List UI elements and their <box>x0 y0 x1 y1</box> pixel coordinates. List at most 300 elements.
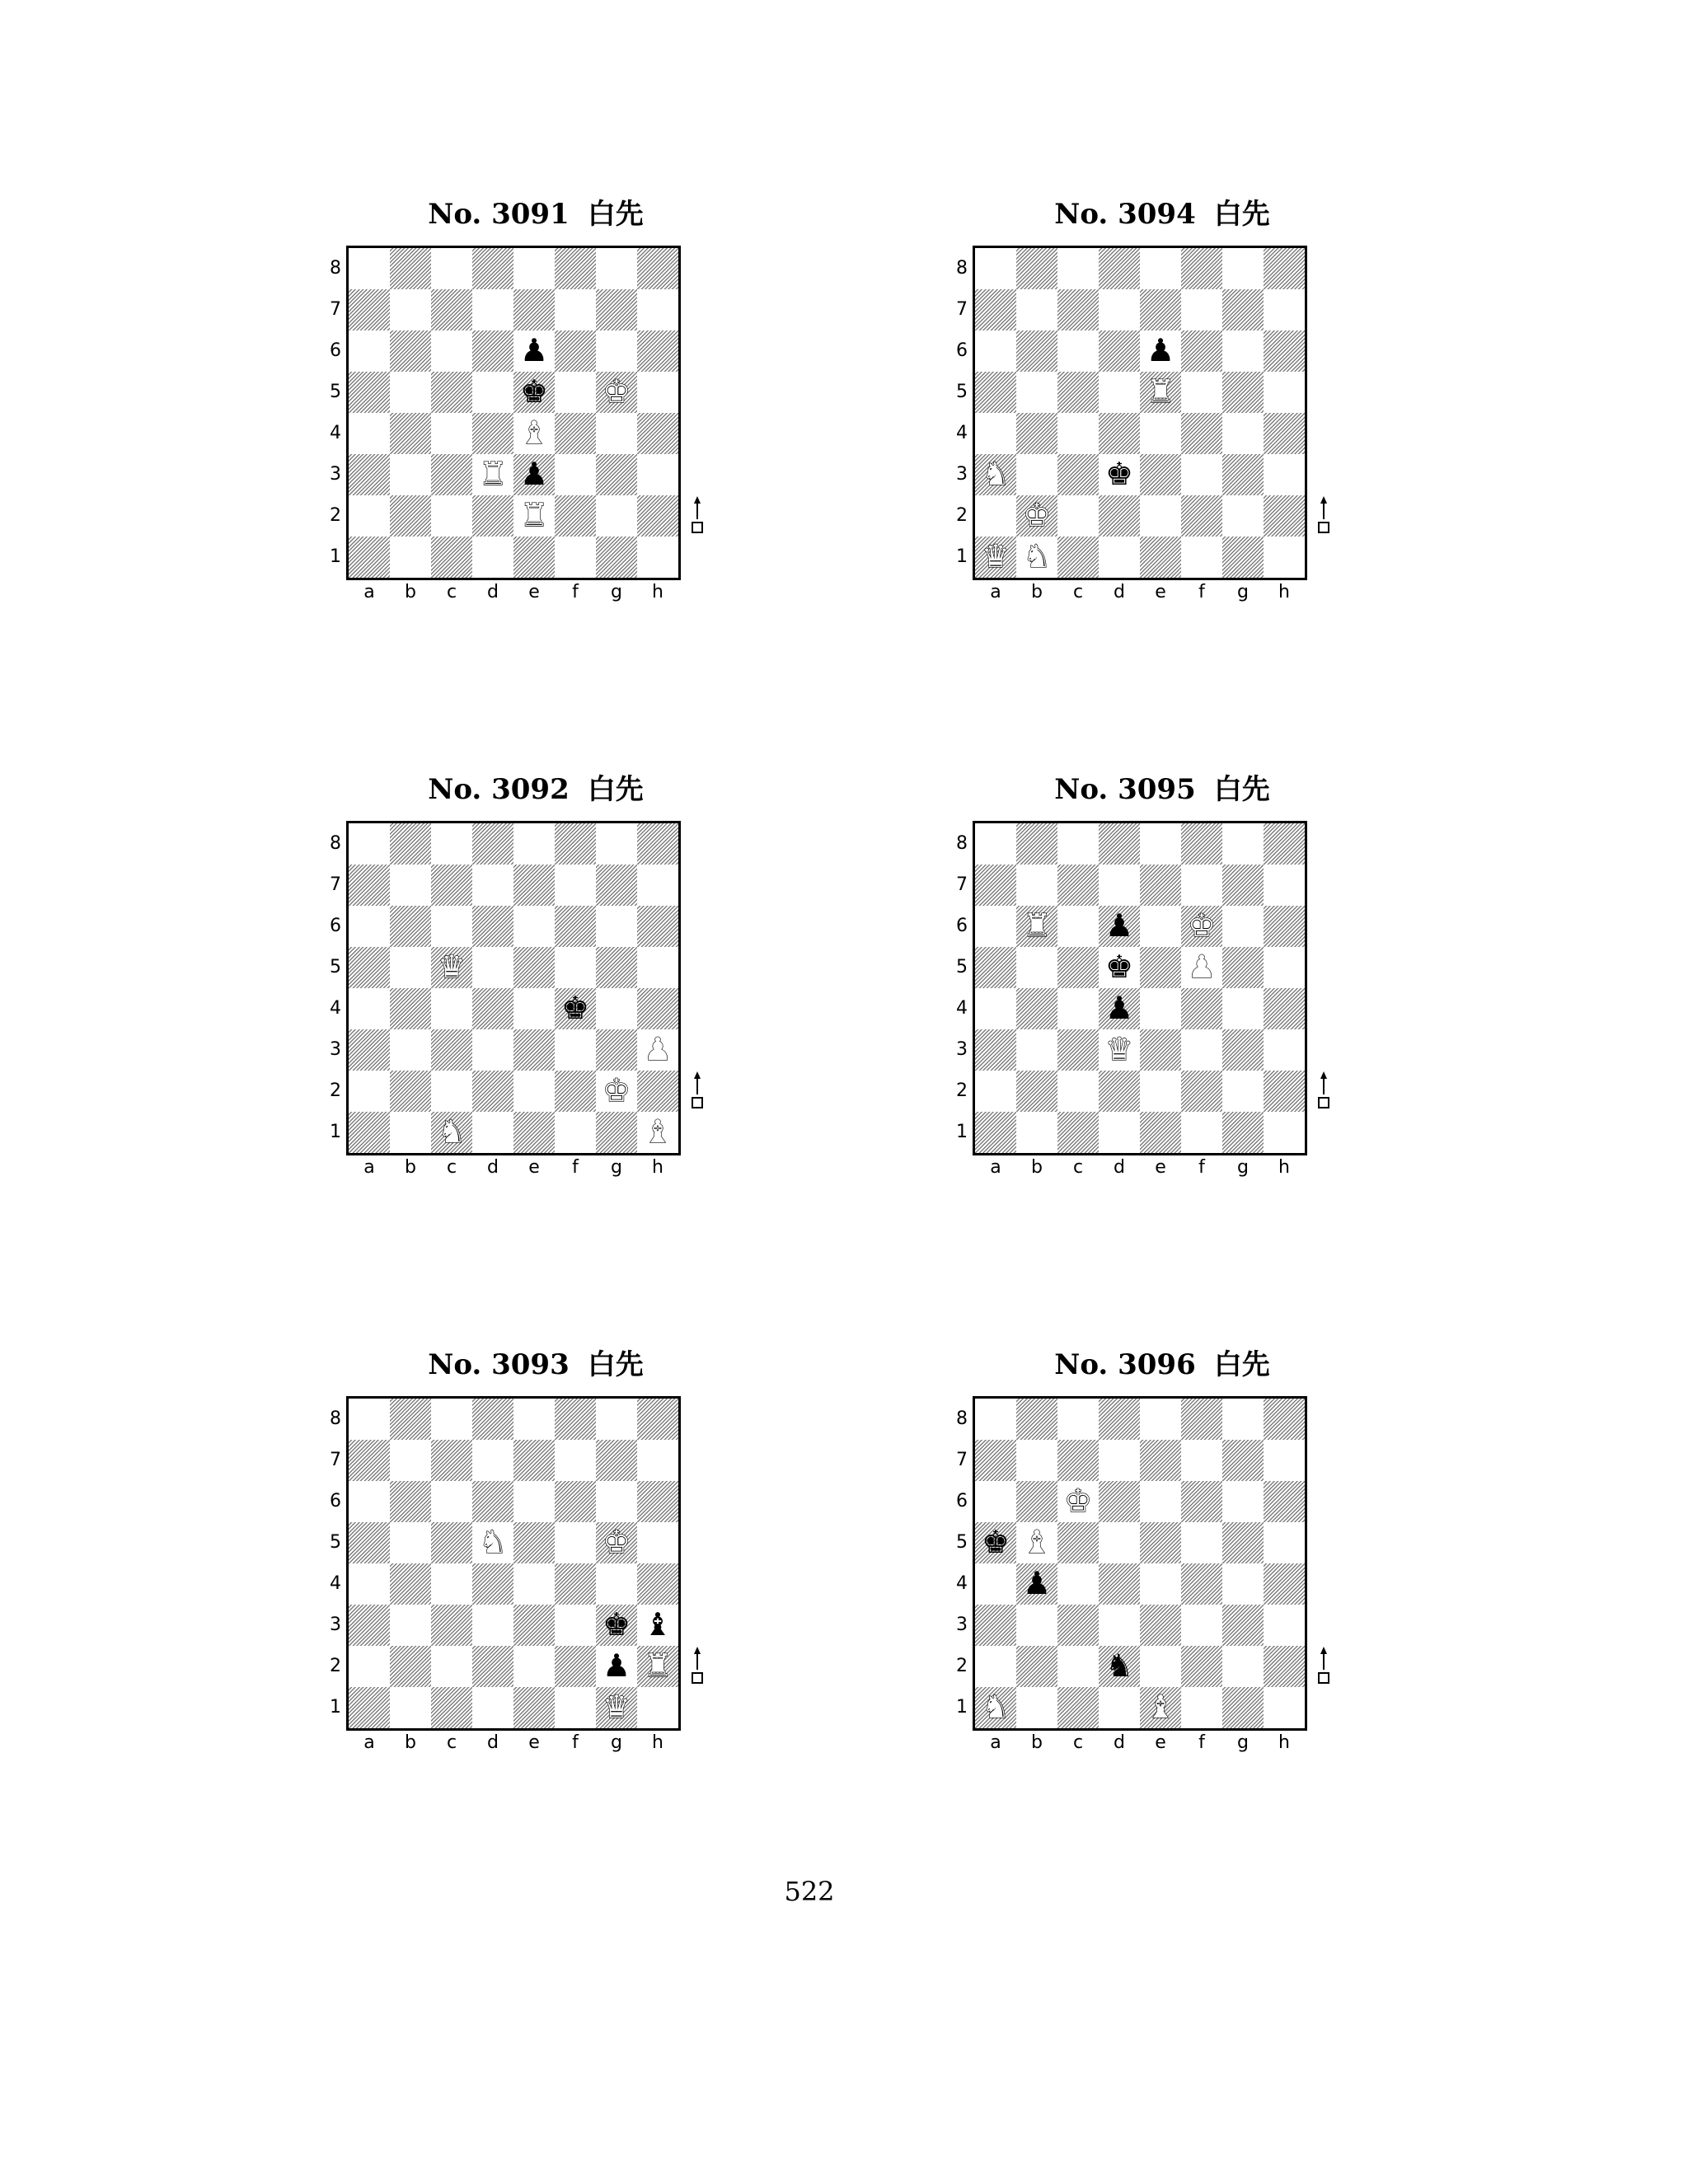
square-e7 <box>513 1440 555 1481</box>
rank-label: 7 <box>330 874 341 895</box>
square-b1 <box>390 1687 431 1728</box>
puzzle-title <box>931 1348 1393 1381</box>
chess-board <box>973 246 1307 580</box>
file-label: c <box>1072 1732 1084 1753</box>
black-king-icon: ♚ <box>519 373 549 410</box>
square-f3 <box>555 1605 596 1646</box>
side-to-move-label: 白先 <box>1213 773 1270 806</box>
file-label: a <box>363 1732 375 1753</box>
square-c2 <box>431 1071 472 1112</box>
rank-label: 1 <box>330 1122 341 1142</box>
square-e1 <box>1140 1112 1181 1153</box>
file-label: g <box>1237 1732 1249 1753</box>
square-g8 <box>596 248 637 289</box>
rank-label: 4 <box>956 423 968 443</box>
file-label: d <box>487 1732 499 1753</box>
square-b2 <box>390 495 431 537</box>
square-d2 <box>472 1646 513 1687</box>
square-b8 <box>390 248 431 289</box>
rank-label: 1 <box>956 1697 968 1718</box>
square-g7 <box>596 1440 637 1481</box>
square-a5 <box>349 947 390 988</box>
square-a5 <box>975 947 1016 988</box>
square-c2 <box>1057 1071 1099 1112</box>
square-b3 <box>390 454 431 495</box>
file-label: h <box>652 582 663 602</box>
square-f4 <box>555 413 596 454</box>
square-f7 <box>1181 1440 1222 1481</box>
square-b6 <box>390 1481 431 1522</box>
square-a8 <box>975 1399 1016 1440</box>
square-c3 <box>431 1029 472 1071</box>
rank-label: 1 <box>330 1697 341 1718</box>
square-g1 <box>596 1112 637 1153</box>
square-h7 <box>637 1440 678 1481</box>
square-a4 <box>349 1563 390 1605</box>
square-e4 <box>513 988 555 1029</box>
square-f7 <box>1181 289 1222 330</box>
square-d1 <box>472 537 513 578</box>
square-h5 <box>637 1522 678 1563</box>
rank-label: 7 <box>956 874 968 895</box>
square-h5 <box>1264 1522 1305 1563</box>
square-e6 <box>1140 1481 1181 1522</box>
white-queen-icon: ♛ <box>981 538 1010 574</box>
square-d4 <box>472 988 513 1029</box>
rank-label: 4 <box>330 423 341 443</box>
square-e8 <box>1140 1399 1181 1440</box>
square-h6 <box>1264 330 1305 372</box>
rank-label: 1 <box>956 1122 968 1142</box>
square-d5 <box>472 372 513 413</box>
side-to-move-label: 白先 <box>1213 1348 1270 1381</box>
square-e8 <box>513 1399 555 1440</box>
square-f3 <box>1181 1029 1222 1071</box>
square-d5 <box>1099 372 1140 413</box>
square-g1 <box>1222 1687 1264 1728</box>
square-g7 <box>1222 1440 1264 1481</box>
white-queen-icon: ♛ <box>602 1689 631 1725</box>
white-pawn-icon: ♟ <box>1187 949 1217 985</box>
square-e8 <box>1140 248 1181 289</box>
square-f2 <box>1181 1646 1222 1687</box>
square-f7 <box>555 1440 596 1481</box>
square-d3 <box>472 1029 513 1071</box>
square-b7 <box>390 289 431 330</box>
square-f6 <box>1181 330 1222 372</box>
square-g4 <box>596 988 637 1029</box>
white-to-move-icon <box>1317 494 1330 536</box>
page-number: 522 <box>784 1876 835 1907</box>
puzzle-3096 <box>931 1348 1393 1810</box>
square-c2 <box>1057 1646 1099 1687</box>
square-c3 <box>431 1605 472 1646</box>
file-label: g <box>1237 582 1249 602</box>
square-h2 <box>637 1071 678 1112</box>
rank-label: 3 <box>956 1615 968 1635</box>
square-c8 <box>431 823 472 865</box>
white-king-icon: ♚ <box>602 1072 631 1108</box>
square-f4 <box>1181 413 1222 454</box>
square-f2 <box>555 1071 596 1112</box>
side-to-move-square <box>692 1673 702 1683</box>
square-d6 <box>472 906 513 947</box>
file-label: d <box>1114 1732 1125 1753</box>
square-a2 <box>975 1071 1016 1112</box>
square-b5 <box>390 1522 431 1563</box>
white-knight-icon: ♞ <box>981 1689 1010 1725</box>
square-a6 <box>349 906 390 947</box>
square-h4 <box>637 988 678 1029</box>
square-e2 <box>513 1071 555 1112</box>
file-label: e <box>1155 582 1166 602</box>
file-label: c <box>1072 582 1084 602</box>
square-d2 <box>1099 1071 1140 1112</box>
square-e8 <box>1140 823 1181 865</box>
square-a8 <box>975 248 1016 289</box>
square-h8 <box>637 823 678 865</box>
square-a5 <box>349 1522 390 1563</box>
square-f6 <box>555 906 596 947</box>
rank-label: 4 <box>330 1573 341 1594</box>
square-a3 <box>975 1605 1016 1646</box>
puzzle-number: No. 3092 <box>428 773 570 806</box>
white-queen-icon: ♛ <box>1104 1031 1134 1067</box>
square-b4 <box>1016 988 1057 1029</box>
square-c8 <box>1057 1399 1099 1440</box>
square-c3 <box>1057 1029 1099 1071</box>
square-d5 <box>1099 1522 1140 1563</box>
square-g4 <box>1222 988 1264 1029</box>
square-f3 <box>1181 1605 1222 1646</box>
white-rook-icon: ♜ <box>643 1647 673 1684</box>
arrow-head <box>1320 1647 1327 1654</box>
square-f1 <box>555 537 596 578</box>
file-label: a <box>363 1157 375 1178</box>
square-g4 <box>596 413 637 454</box>
rank-label: 2 <box>330 1080 341 1101</box>
square-h6 <box>1264 1481 1305 1522</box>
black-bishop-icon: ♝ <box>643 1606 673 1643</box>
square-e7 <box>1140 289 1181 330</box>
square-c6 <box>1057 906 1099 947</box>
chess-board <box>346 1396 681 1731</box>
file-label: c <box>1072 1157 1084 1178</box>
square-a6 <box>975 1481 1016 1522</box>
square-g5 <box>596 947 637 988</box>
square-c8 <box>431 248 472 289</box>
arrow-head <box>1320 1071 1327 1079</box>
square-g6 <box>1222 906 1264 947</box>
square-e6 <box>1140 906 1181 947</box>
rank-label: 6 <box>330 916 341 936</box>
black-pawn-icon: ♟ <box>1146 332 1175 368</box>
square-c7 <box>1057 289 1099 330</box>
square-d8 <box>1099 1399 1140 1440</box>
file-label: e <box>528 1157 540 1178</box>
square-e3 <box>513 1605 555 1646</box>
square-c1 <box>431 537 472 578</box>
square-g1 <box>596 537 637 578</box>
square-f2 <box>1181 495 1222 537</box>
square-e3 <box>1140 1605 1181 1646</box>
square-e7 <box>513 865 555 906</box>
side-to-move-square <box>1319 1098 1329 1108</box>
square-f6 <box>555 330 596 372</box>
square-b5 <box>390 947 431 988</box>
square-a4 <box>975 988 1016 1029</box>
rank-label: 2 <box>330 1656 341 1676</box>
square-h6 <box>637 906 678 947</box>
puzzle-title <box>305 773 767 806</box>
black-king-icon: ♚ <box>1104 949 1134 985</box>
square-a5 <box>975 372 1016 413</box>
square-c7 <box>1057 1440 1099 1481</box>
black-pawn-icon: ♟ <box>1104 907 1134 944</box>
square-d3 <box>472 1605 513 1646</box>
square-g5 <box>1222 1522 1264 1563</box>
square-g4 <box>596 1563 637 1605</box>
file-label: b <box>1031 1157 1043 1178</box>
file-label: d <box>487 582 499 602</box>
square-h1 <box>1264 537 1305 578</box>
square-c8 <box>1057 823 1099 865</box>
square-h7 <box>1264 865 1305 906</box>
rank-label: 5 <box>330 382 341 402</box>
file-label: f <box>1198 1732 1205 1753</box>
square-h6 <box>637 330 678 372</box>
square-b6 <box>1016 330 1057 372</box>
file-label: b <box>1031 582 1043 602</box>
square-f8 <box>555 1399 596 1440</box>
square-f8 <box>1181 1399 1222 1440</box>
square-c4 <box>1057 1563 1099 1605</box>
square-h5 <box>1264 372 1305 413</box>
square-e6 <box>513 906 555 947</box>
square-g7 <box>1222 865 1264 906</box>
chess-board <box>973 1396 1307 1731</box>
file-label: g <box>611 1732 622 1753</box>
square-f2 <box>555 1646 596 1687</box>
arrow-head <box>694 496 701 504</box>
square-g6 <box>1222 330 1264 372</box>
square-a8 <box>349 823 390 865</box>
square-c8 <box>431 1399 472 1440</box>
rank-label: 2 <box>956 505 968 526</box>
square-f2 <box>1181 1071 1222 1112</box>
square-g7 <box>596 865 637 906</box>
square-c2 <box>1057 495 1099 537</box>
square-f1 <box>555 1112 596 1153</box>
rank-label: 5 <box>330 957 341 977</box>
square-e5 <box>513 1522 555 1563</box>
square-c1 <box>1057 1112 1099 1153</box>
square-h4 <box>637 413 678 454</box>
white-queen-icon: ♛ <box>437 949 467 985</box>
square-c8 <box>1057 248 1099 289</box>
square-d1 <box>1099 537 1140 578</box>
white-knight-icon: ♞ <box>981 456 1010 492</box>
square-b6 <box>390 906 431 947</box>
square-f6 <box>1181 1481 1222 1522</box>
square-d8 <box>472 1399 513 1440</box>
square-g7 <box>596 289 637 330</box>
square-b3 <box>1016 1605 1057 1646</box>
square-g3 <box>1222 454 1264 495</box>
rank-label: 6 <box>956 916 968 936</box>
square-a7 <box>975 289 1016 330</box>
rank-label: 7 <box>330 1450 341 1470</box>
square-e4 <box>1140 1563 1181 1605</box>
square-h1 <box>637 1687 678 1728</box>
file-label: b <box>405 1732 416 1753</box>
square-b4 <box>390 413 431 454</box>
square-d4 <box>1099 413 1140 454</box>
square-f5 <box>555 947 596 988</box>
square-a5 <box>349 372 390 413</box>
square-a3 <box>349 1029 390 1071</box>
square-a6 <box>975 906 1016 947</box>
rank-label: 1 <box>330 546 341 567</box>
rank-label: 6 <box>956 340 968 361</box>
puzzle-number: No. 3095 <box>1054 773 1196 806</box>
rank-label: 2 <box>956 1080 968 1101</box>
square-h7 <box>637 289 678 330</box>
rank-label: 8 <box>330 833 341 854</box>
puzzle-number: No. 3091 <box>428 198 570 231</box>
square-b1 <box>1016 1687 1057 1728</box>
square-e2 <box>513 1646 555 1687</box>
square-a6 <box>349 1481 390 1522</box>
square-c7 <box>431 289 472 330</box>
rank-label: 3 <box>956 464 968 485</box>
arrow-head <box>1320 496 1327 504</box>
square-a4 <box>975 413 1016 454</box>
rank-label: 8 <box>956 833 968 854</box>
square-f8 <box>1181 248 1222 289</box>
white-king-icon: ♚ <box>602 1524 631 1560</box>
rank-label: 7 <box>956 1450 968 1470</box>
rank-label: 7 <box>330 299 341 320</box>
black-pawn-icon: ♟ <box>1104 990 1134 1026</box>
white-king-icon: ♚ <box>1187 907 1217 944</box>
square-a2 <box>349 495 390 537</box>
square-a2 <box>349 1646 390 1687</box>
square-c2 <box>431 1646 472 1687</box>
black-pawn-icon: ♟ <box>1022 1565 1052 1601</box>
puzzle-number: No. 3093 <box>428 1348 570 1381</box>
square-h5 <box>637 947 678 988</box>
square-f2 <box>555 495 596 537</box>
square-d2 <box>1099 495 1140 537</box>
file-label: h <box>1278 582 1290 602</box>
square-c4 <box>1057 988 1099 1029</box>
rank-label: 5 <box>956 957 968 977</box>
file-label: e <box>1155 1157 1166 1178</box>
file-label: e <box>1155 1732 1166 1753</box>
square-h4 <box>1264 413 1305 454</box>
square-g1 <box>1222 1112 1264 1153</box>
rank-label: 3 <box>330 1039 341 1060</box>
square-c3 <box>431 454 472 495</box>
square-g2 <box>596 495 637 537</box>
square-h6 <box>637 1481 678 1522</box>
square-g8 <box>1222 248 1264 289</box>
square-b8 <box>1016 1399 1057 1440</box>
square-e4 <box>1140 413 1181 454</box>
square-g5 <box>1222 372 1264 413</box>
square-h5 <box>1264 947 1305 988</box>
white-bishop-icon: ♝ <box>1146 1689 1175 1725</box>
square-e5 <box>1140 947 1181 988</box>
square-e8 <box>513 248 555 289</box>
square-a2 <box>349 1071 390 1112</box>
square-b7 <box>390 1440 431 1481</box>
rank-label: 4 <box>956 998 968 1019</box>
square-g6 <box>596 906 637 947</box>
square-e7 <box>1140 1440 1181 1481</box>
square-a8 <box>975 823 1016 865</box>
square-h3 <box>637 454 678 495</box>
square-e2 <box>1140 495 1181 537</box>
rank-label: 4 <box>330 998 341 1019</box>
square-b8 <box>390 1399 431 1440</box>
square-c7 <box>431 865 472 906</box>
square-g8 <box>596 1399 637 1440</box>
square-f5 <box>1181 1522 1222 1563</box>
square-f4 <box>1181 988 1222 1029</box>
square-f1 <box>1181 537 1222 578</box>
square-c1 <box>431 1687 472 1728</box>
puzzle-3094 <box>931 198 1393 659</box>
square-h8 <box>1264 823 1305 865</box>
square-c2 <box>431 495 472 537</box>
file-label: h <box>1278 1732 1290 1753</box>
square-d6 <box>1099 1481 1140 1522</box>
side-to-move-square <box>1319 1673 1329 1683</box>
square-h7 <box>637 865 678 906</box>
file-label: d <box>1114 1157 1125 1178</box>
square-f5 <box>1181 372 1222 413</box>
white-to-move-icon <box>691 1070 704 1111</box>
square-b1 <box>390 1112 431 1153</box>
file-label: f <box>572 1157 579 1178</box>
square-a4 <box>349 413 390 454</box>
white-knight-icon: ♞ <box>1022 538 1052 574</box>
side-to-move-square <box>692 523 702 532</box>
rank-label: 4 <box>956 1573 968 1594</box>
square-b5 <box>390 372 431 413</box>
square-b6 <box>390 330 431 372</box>
black-pawn-icon: ♟ <box>602 1647 631 1684</box>
square-h1 <box>637 537 678 578</box>
square-c1 <box>1057 1687 1099 1728</box>
file-label: h <box>652 1732 663 1753</box>
square-c4 <box>1057 413 1099 454</box>
arrow-head <box>694 1647 701 1654</box>
side-to-move-square <box>692 1098 702 1108</box>
square-f1 <box>555 1687 596 1728</box>
puzzle-title <box>305 198 767 231</box>
white-rook-icon: ♜ <box>1146 373 1175 410</box>
square-d7 <box>472 289 513 330</box>
square-d6 <box>472 1481 513 1522</box>
white-bishop-icon: ♝ <box>643 1113 673 1150</box>
square-f3 <box>555 454 596 495</box>
square-h2 <box>637 495 678 537</box>
square-h5 <box>637 372 678 413</box>
rank-label: 3 <box>330 464 341 485</box>
